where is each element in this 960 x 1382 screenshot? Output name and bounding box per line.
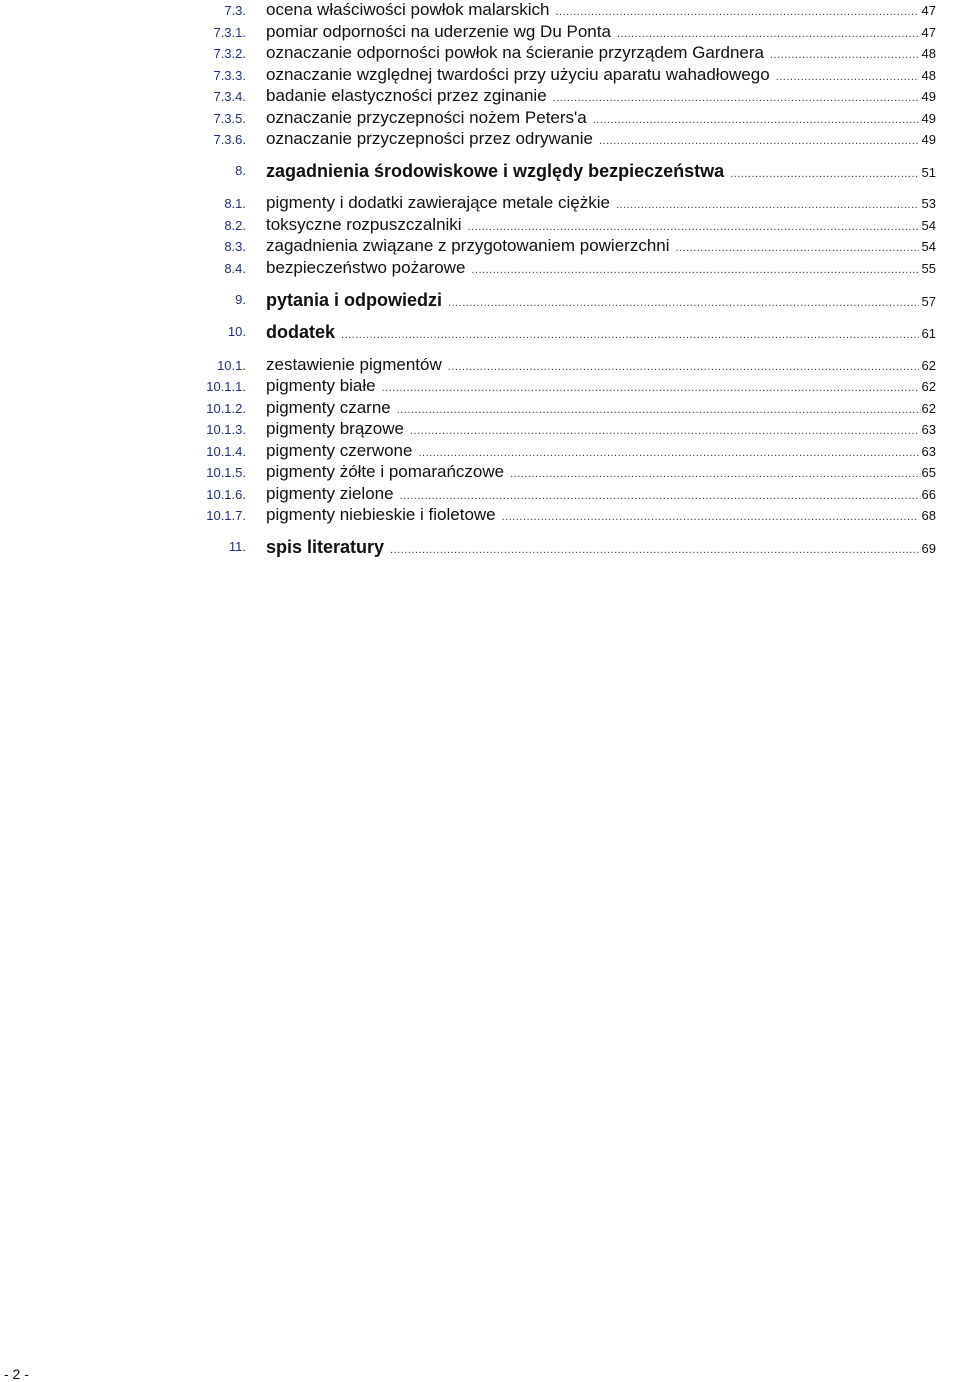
toc-entry-title: spis literatury [266,537,385,557]
toc-entry-number: 8.2. [224,218,246,233]
toc-entry-number: 7.3.1. [213,25,246,40]
toc-entry-title: ocena właściwości powłok malarskich [266,0,550,19]
toc-entry-title-row [266,43,936,63]
toc-entry[interactable] [0,0,960,20]
toc-entry-title: badanie elastyczności przez zginanie [266,86,547,105]
dot-leader [400,490,919,502]
toc-entry[interactable] [0,161,960,181]
toc-entry-page: 48 [921,46,936,61]
toc-entry-title: oznaczanie przyczepności nożem Peters'a [266,108,587,127]
page-number: - 2 - [4,1366,29,1382]
toc-entry-page: 61 [921,326,936,341]
toc-entry[interactable] [0,484,960,504]
toc-entry-page: 47 [921,3,936,18]
toc-entry-page: 48 [921,68,936,83]
toc-entry-number: 7.3.6. [213,132,246,147]
toc-entry-page: 47 [921,25,936,40]
toc-entry-number: 9. [235,292,246,307]
toc-entry[interactable] [0,193,960,213]
toc-entry-title: pigmenty brązowe [266,419,404,438]
toc-entry-title-row [266,86,936,106]
toc-entry-number: 7.3.4. [213,89,246,104]
toc-entry-page: 63 [921,444,936,459]
toc-entry[interactable] [0,419,960,439]
toc-entry-page: 51 [921,165,936,180]
toc-entry-title: pigmenty żółte i pomarańczowe [266,462,505,481]
toc-entry[interactable] [0,258,960,278]
toc-entry[interactable] [0,65,960,85]
dot-leader [593,114,919,126]
dot-leader [776,71,919,83]
toc-entry-title: pigmenty czarne [266,398,391,417]
toc-entry[interactable] [0,441,960,461]
toc-entry-page: 65 [921,465,936,480]
toc-entry-title: dodatek [266,322,336,342]
dot-leader [599,135,919,147]
toc-entry-title-row [266,236,936,256]
toc-entry[interactable] [0,43,960,63]
toc-entry-number: 10.1.7. [206,508,246,523]
toc-entry-title-row [266,505,936,525]
toc-entry-page: 62 [921,358,936,373]
toc-entry-page: 69 [921,541,936,556]
toc-entry-number: 8.4. [224,261,246,276]
toc-entry[interactable] [0,86,960,106]
toc-entry-title-row [266,355,936,375]
toc-entry-number: 11. [228,539,246,554]
toc-entry-number: 10.1.1. [206,379,246,394]
toc-entry-title: pigmenty czerwone [266,441,413,460]
dot-leader [418,447,918,459]
dot-leader [448,361,919,373]
toc-entry-title-row [266,108,936,128]
toc-entry-title-row [266,441,936,461]
toc-entry-number: 10. [227,324,246,339]
toc-entry-title: pigmenty i dodatki zawierające metale ciężkie [266,193,610,212]
toc-entry-number: 7.3.3. [213,68,246,83]
dot-leader [616,199,919,211]
dot-leader [390,544,918,556]
toc-entry[interactable] [0,290,960,310]
toc-entry-title: oznaczanie względnej twardości przy użyciu aparatu wahadłowego [266,65,770,84]
toc-entry[interactable] [0,462,960,482]
toc-entry-number: 10.1.6. [206,487,246,502]
toc-entry-title-row [266,290,936,311]
toc-entry-page: 54 [921,239,936,254]
toc-entry-page: 49 [921,89,936,104]
toc-entry-title-row [266,537,936,558]
toc-entry-page: 62 [921,379,936,394]
toc-entry-page: 55 [921,261,936,276]
dot-leader [341,329,919,341]
toc-entry-page: 68 [921,508,936,523]
toc-entry-title: pigmenty zielone [266,484,394,503]
toc-entry-title: zagadnienia związane z przygotowaniem powierzchni [266,236,670,255]
toc-entry[interactable] [0,108,960,128]
dot-leader [448,297,919,309]
toc-entry-title-row [266,161,936,182]
dot-leader [555,6,918,18]
toc-entry-title-row [266,129,936,149]
dot-leader [730,168,918,180]
dot-leader [468,221,919,233]
toc-entry-number: 10.1.2. [206,401,246,416]
dot-leader [553,92,919,104]
toc-entry-title-row [266,462,936,482]
toc-entry-title: zagadnienia środowiskowe i względy bezpieczeństwa [266,161,725,181]
toc-entry-title: pigmenty białe [266,376,376,395]
dot-leader [617,28,919,40]
toc-entry-title: toksyczne rozpuszczalniki [266,215,462,234]
toc-entry-title-row [266,322,936,343]
toc-entry-page: 66 [921,487,936,502]
toc-entry-title-row [266,398,936,418]
toc-entry-title: pomiar odporności na uderzenie wg Du Ponta [266,22,611,41]
toc-entry-page: 49 [921,132,936,147]
dot-leader [471,264,918,276]
toc-entry-title-row [266,376,936,396]
toc-entry-title: oznaczanie odporności powłok na ścieranie przyrządem Gardnera [266,43,764,62]
toc-entry-page: 54 [921,218,936,233]
toc-entry[interactable] [0,505,960,525]
toc-entry-title-row [266,65,936,85]
toc-entry-number: 8.1. [224,196,246,211]
toc-entry[interactable] [0,129,960,149]
toc-entry-title-row [266,258,936,278]
dot-leader [410,425,919,437]
toc-entry-number: 8. [235,163,246,178]
toc-entry-number: 10.1.5. [206,465,246,480]
toc-entry-title-row [266,484,936,504]
toc-entry-number: 7.3.2. [213,46,246,61]
dot-leader [382,382,919,394]
toc-entry[interactable] [0,376,960,396]
toc-entry-page: 62 [921,401,936,416]
dot-leader [397,404,919,416]
toc-entry-title-row [266,215,936,235]
toc-entry-title: bezpieczeństwo pożarowe [266,258,466,277]
toc-entry-number: 7.3.5. [213,111,246,126]
toc-entry-number: 8.3. [224,239,246,254]
toc-entry-title: oznaczanie przyczepności przez odrywanie [266,129,593,148]
dot-leader [502,511,919,523]
toc-entry-title-row [266,22,936,42]
dot-leader [770,49,919,61]
toc-entry-page: 57 [921,294,936,309]
toc-entry-page: 49 [921,111,936,126]
toc-entry[interactable] [0,322,960,342]
toc-entry[interactable] [0,215,960,235]
toc-entry-title: pytania i odpowiedzi [266,290,443,310]
toc-entry[interactable] [0,398,960,418]
toc-entry-title: zestawienie pigmentów [266,355,442,374]
dot-leader [676,242,919,254]
toc-entry[interactable] [0,537,960,557]
toc-entry[interactable] [0,22,960,42]
toc-entry-title: pigmenty niebieskie i fioletowe [266,505,496,524]
toc-entry-number: 10.1. [217,358,246,373]
toc-entry-page: 53 [921,196,936,211]
toc-entry-title-row [266,193,936,213]
toc-entry-number: 7.3. [224,3,246,18]
toc-entry-number: 10.1.4. [206,444,246,459]
toc-entry-number: 10.1.3. [206,422,246,437]
toc-entry-title-row [266,0,936,20]
toc-entry[interactable] [0,355,960,375]
dot-leader [510,468,918,480]
toc-entry[interactable] [0,236,960,256]
toc-entry-title-row [266,419,936,439]
toc-entry-page: 63 [921,422,936,437]
